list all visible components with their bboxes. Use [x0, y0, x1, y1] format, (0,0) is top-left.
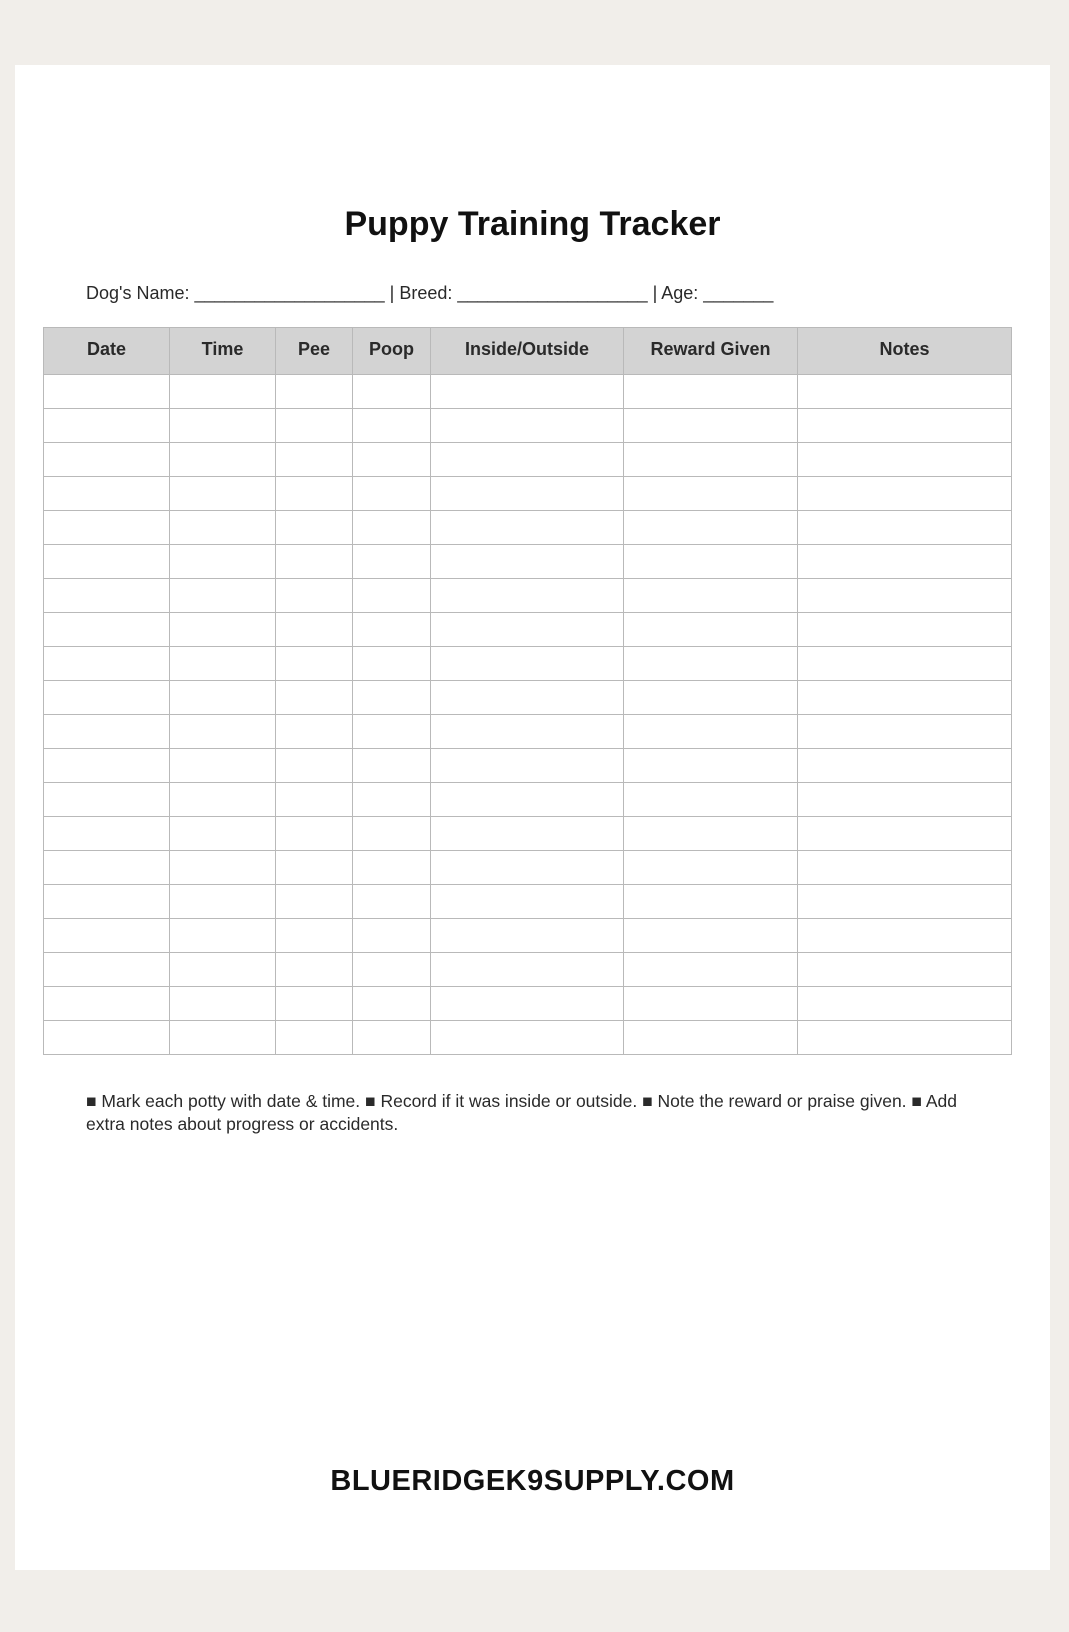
table-cell[interactable] — [170, 409, 276, 443]
table-cell[interactable] — [276, 749, 353, 783]
table-cell[interactable] — [353, 851, 431, 885]
table-cell[interactable] — [276, 681, 353, 715]
table-cell[interactable] — [170, 851, 276, 885]
table-cell[interactable] — [624, 647, 798, 681]
table-cell[interactable] — [353, 477, 431, 511]
dog-info-line: Dog's Name: ___________________ | Breed: ___________________ | Age: _______ — [86, 283, 774, 303]
table-cell[interactable] — [353, 885, 431, 919]
column-header-pee: Pee — [276, 328, 353, 375]
table-cell[interactable] — [624, 953, 798, 987]
table-cell[interactable] — [798, 443, 1012, 477]
table-cell[interactable] — [798, 749, 1012, 783]
table-cell[interactable] — [353, 579, 431, 613]
table-cell[interactable] — [353, 613, 431, 647]
table-cell[interactable] — [798, 817, 1012, 851]
table-cell[interactable] — [276, 477, 353, 511]
table-cell[interactable] — [170, 749, 276, 783]
table-cell[interactable] — [431, 817, 624, 851]
table-cell[interactable] — [431, 443, 624, 477]
table-cell[interactable] — [276, 885, 353, 919]
column-header-poop: Poop — [353, 328, 431, 375]
table-cell[interactable] — [798, 613, 1012, 647]
table-row — [44, 375, 1012, 409]
table-cell[interactable] — [353, 749, 431, 783]
table-row — [44, 885, 1012, 919]
table-row — [44, 647, 1012, 681]
table-cell[interactable] — [170, 511, 276, 545]
table-cell[interactable] — [170, 885, 276, 919]
table-cell[interactable] — [431, 1021, 624, 1055]
table-cell[interactable] — [276, 1021, 353, 1055]
table-cell[interactable] — [170, 783, 276, 817]
table-cell[interactable] — [44, 817, 170, 851]
table-cell[interactable] — [353, 647, 431, 681]
table-cell[interactable] — [353, 953, 431, 987]
table-row — [44, 749, 1012, 783]
table-cell[interactable] — [170, 579, 276, 613]
table-cell[interactable] — [353, 681, 431, 715]
table-row — [44, 919, 1012, 953]
table-cell[interactable] — [624, 375, 798, 409]
table-row — [44, 681, 1012, 715]
table-cell[interactable] — [276, 647, 353, 681]
table-cell[interactable] — [431, 681, 624, 715]
table-cell[interactable] — [798, 919, 1012, 953]
table-row — [44, 613, 1012, 647]
table-cell[interactable] — [170, 953, 276, 987]
table-cell[interactable] — [276, 987, 353, 1021]
table-cell[interactable] — [431, 885, 624, 919]
table-cell[interactable] — [624, 715, 798, 749]
column-header-date: Date — [44, 328, 170, 375]
table-cell[interactable] — [44, 851, 170, 885]
table-cell[interactable] — [170, 1021, 276, 1055]
page-title: Puppy Training Tracker — [344, 205, 721, 243]
table-cell[interactable] — [353, 511, 431, 545]
table-cell[interactable] — [44, 375, 170, 409]
table-cell[interactable] — [44, 987, 170, 1021]
table-cell[interactable] — [798, 545, 1012, 579]
table-cell[interactable] — [431, 749, 624, 783]
table-cell[interactable] — [44, 749, 170, 783]
table-cell[interactable] — [431, 579, 624, 613]
table-row — [44, 987, 1012, 1021]
table-row — [44, 545, 1012, 579]
table-cell[interactable] — [276, 817, 353, 851]
table-cell[interactable] — [624, 749, 798, 783]
table-cell[interactable] — [44, 919, 170, 953]
table-cell[interactable] — [276, 375, 353, 409]
table-cell[interactable] — [624, 443, 798, 477]
table-cell[interactable] — [44, 477, 170, 511]
table-row — [44, 715, 1012, 749]
table-cell[interactable] — [624, 511, 798, 545]
table-cell[interactable] — [624, 613, 798, 647]
table-cell[interactable] — [44, 647, 170, 681]
footer-website: BLUERIDGEK9SUPPLY.COM — [330, 1465, 735, 1497]
table-cell[interactable] — [276, 409, 353, 443]
table-row — [44, 1021, 1012, 1055]
column-header-reward-given: Reward Given — [624, 328, 798, 375]
table-cell[interactable] — [431, 715, 624, 749]
table-cell[interactable] — [798, 647, 1012, 681]
table-cell[interactable] — [798, 375, 1012, 409]
table-cell[interactable] — [276, 511, 353, 545]
table-cell[interactable] — [353, 375, 431, 409]
table-cell[interactable] — [624, 919, 798, 953]
table-row — [44, 817, 1012, 851]
table-cell[interactable] — [276, 715, 353, 749]
table-cell[interactable] — [624, 783, 798, 817]
table-header-row — [44, 328, 1012, 375]
table-cell[interactable] — [170, 375, 276, 409]
table-cell[interactable] — [798, 885, 1012, 919]
table-cell[interactable] — [798, 987, 1012, 1021]
table-cell[interactable] — [624, 851, 798, 885]
table-row — [44, 511, 1012, 545]
table-cell[interactable] — [170, 987, 276, 1021]
table-cell[interactable] — [44, 953, 170, 987]
table-cell[interactable] — [798, 953, 1012, 987]
column-header-notes: Notes — [798, 328, 1012, 375]
table-cell[interactable] — [798, 681, 1012, 715]
table-cell[interactable] — [276, 443, 353, 477]
table-cell[interactable] — [431, 545, 624, 579]
table-cell[interactable] — [624, 545, 798, 579]
table-cell[interactable] — [624, 987, 798, 1021]
table-cell[interactable] — [44, 511, 170, 545]
table-cell[interactable] — [44, 443, 170, 477]
column-header-time: Time — [170, 328, 276, 375]
table-row — [44, 953, 1012, 987]
table-cell[interactable] — [276, 851, 353, 885]
table-cell[interactable] — [353, 715, 431, 749]
table-cell[interactable] — [798, 715, 1012, 749]
table-cell[interactable] — [353, 919, 431, 953]
table-cell[interactable] — [624, 1021, 798, 1055]
table-cell[interactable] — [170, 477, 276, 511]
table-cell[interactable] — [431, 851, 624, 885]
table-cell[interactable] — [431, 409, 624, 443]
table-cell[interactable] — [431, 477, 624, 511]
table-cell[interactable] — [276, 579, 353, 613]
table-cell[interactable] — [431, 919, 624, 953]
table-cell[interactable] — [44, 613, 170, 647]
table-cell[interactable] — [170, 613, 276, 647]
table-cell[interactable] — [431, 511, 624, 545]
table-cell[interactable] — [353, 545, 431, 579]
table-cell[interactable] — [624, 885, 798, 919]
table-cell[interactable] — [431, 647, 624, 681]
table-cell[interactable] — [353, 1021, 431, 1055]
table-cell[interactable] — [170, 545, 276, 579]
table-row — [44, 443, 1012, 477]
table-cell[interactable] — [44, 409, 170, 443]
table-cell[interactable] — [170, 647, 276, 681]
table-cell[interactable] — [170, 443, 276, 477]
table-cell[interactable] — [44, 545, 170, 579]
table-cell[interactable] — [353, 409, 431, 443]
table-cell[interactable] — [44, 885, 170, 919]
table-row — [44, 409, 1012, 443]
table-cell[interactable] — [798, 409, 1012, 443]
table-cell[interactable] — [624, 579, 798, 613]
table-cell[interactable] — [624, 817, 798, 851]
table-cell[interactable] — [353, 783, 431, 817]
table-cell[interactable] — [44, 783, 170, 817]
column-header-inside-outside: Inside/Outside — [431, 328, 624, 375]
table-cell[interactable] — [798, 851, 1012, 885]
table-cell[interactable] — [276, 613, 353, 647]
table-body — [44, 375, 1012, 1055]
table-cell[interactable] — [798, 579, 1012, 613]
table-cell[interactable] — [276, 953, 353, 987]
tracker-sheet — [15, 65, 1050, 1570]
table-cell[interactable] — [798, 1021, 1012, 1055]
table-cell[interactable] — [44, 681, 170, 715]
table-cell[interactable] — [798, 511, 1012, 545]
table-cell[interactable] — [276, 783, 353, 817]
table-cell[interactable] — [431, 613, 624, 647]
table-cell[interactable] — [44, 715, 170, 749]
table-cell[interactable] — [170, 817, 276, 851]
training-log-table — [43, 327, 1012, 1055]
table-cell[interactable] — [431, 375, 624, 409]
table-cell[interactable] — [798, 477, 1012, 511]
table-cell[interactable] — [170, 715, 276, 749]
table-cell[interactable] — [170, 681, 276, 715]
table-cell[interactable] — [431, 953, 624, 987]
table-row — [44, 579, 1012, 613]
table-cell[interactable] — [170, 919, 276, 953]
table-cell[interactable] — [353, 817, 431, 851]
table-cell[interactable] — [431, 783, 624, 817]
table-row — [44, 477, 1012, 511]
table-row — [44, 851, 1012, 885]
table-cell[interactable] — [431, 987, 624, 1021]
table-cell[interactable] — [624, 409, 798, 443]
table-cell[interactable] — [624, 681, 798, 715]
table-cell[interactable] — [44, 579, 170, 613]
table-cell[interactable] — [624, 477, 798, 511]
instructions-text: ■ Mark each potty with date & time. ■ Record if it was inside or outside. ■ Note the reward or praise given. ■ Add extra notes about progress or accidents. — [86, 1091, 958, 1134]
table-cell[interactable] — [353, 443, 431, 477]
table-cell[interactable] — [276, 545, 353, 579]
table-cell[interactable] — [44, 1021, 170, 1055]
table-cell[interactable] — [276, 919, 353, 953]
table-row — [44, 783, 1012, 817]
table-cell[interactable] — [798, 783, 1012, 817]
table-cell[interactable] — [353, 987, 431, 1021]
